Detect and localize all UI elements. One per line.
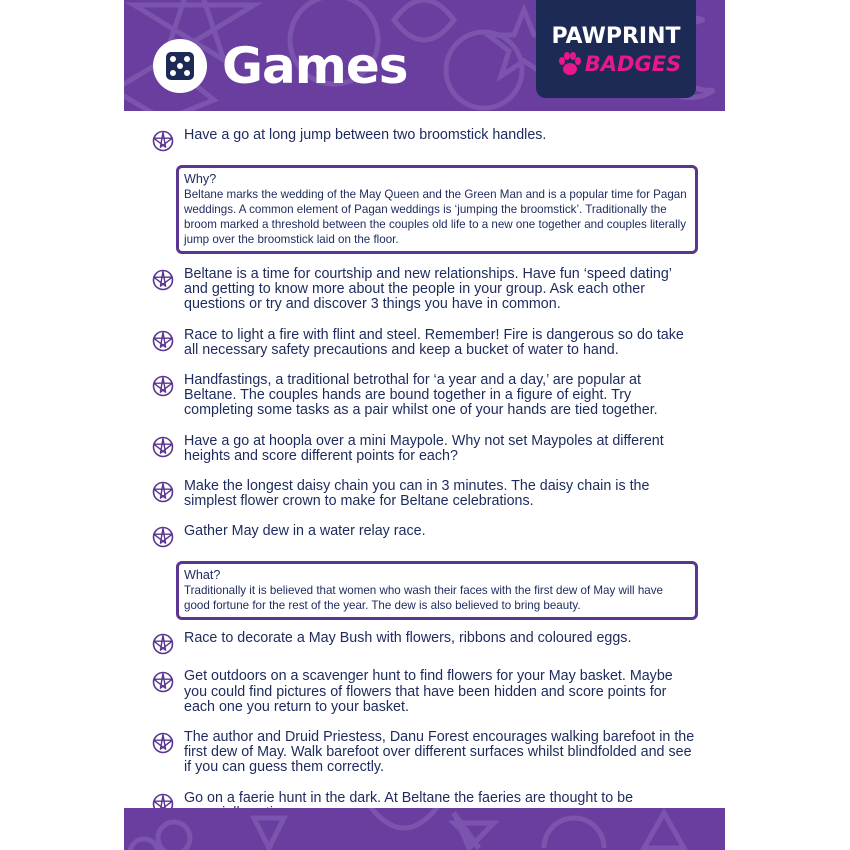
pentacle-icon bbox=[152, 481, 174, 503]
document-page bbox=[124, 0, 725, 850]
list-item bbox=[152, 128, 712, 152]
item-text: Go on a faerie hunt in the dark. At Beltane the faeries are thought to be bbox=[184, 789, 634, 806]
item-text: Get outdoors on a scavenger hunt to find flowers for your May basket. Maybe you could find pictures of flowers that have been hidden and score points for each one you return to your basket. bbox=[184, 668, 673, 715]
logo-line-2-group bbox=[552, 52, 686, 76]
games-list bbox=[152, 124, 712, 821]
header-banner bbox=[124, 0, 725, 111]
item-text: Beltane is a time for courtship and new relationships. Have fun ‘speed dating’ and getting to know more about the people in your group. Ask each other questions or try and discover 3 things you have in common. bbox=[184, 266, 672, 313]
list-item bbox=[152, 669, 712, 715]
pentacle-icon bbox=[152, 330, 174, 352]
info-box bbox=[176, 561, 698, 620]
item-text: Have a go at long jump between two broomstick handles. bbox=[184, 127, 547, 143]
paw-icon bbox=[557, 52, 583, 76]
info-box-text: Traditionally it is believed that women who wash their faces with the first dew of May will have good fortune for the rest of the year. The dew is also believed to bring beauty. bbox=[184, 584, 663, 613]
info-box-title: What? bbox=[184, 568, 221, 583]
list-item bbox=[152, 524, 712, 548]
pentacle-icon bbox=[152, 526, 174, 548]
pentacle-icon bbox=[152, 671, 174, 693]
item-text: Race to light a fire with flint and steel. Remember! Fire is dangerous so do take all necessary safety precautions and keep a bucket of water to hand. bbox=[184, 326, 684, 358]
title-group bbox=[152, 36, 408, 96]
info-box bbox=[176, 165, 698, 254]
pentacle-icon bbox=[152, 375, 174, 397]
pentacle-icon bbox=[152, 269, 174, 291]
info-box-title: Why? bbox=[184, 172, 217, 186]
pentacle-icon bbox=[152, 633, 174, 655]
item-text: Handfastings, a traditional betrothal for ‘a year and a day,’ are popular at Beltane. The couples hands are bound together in a figure of eight. Try completing some tasks as a pair whilst one of your hands are tied together. bbox=[184, 372, 658, 419]
logo-line-2: BADGES bbox=[584, 52, 682, 76]
pentacle-icon bbox=[152, 130, 174, 152]
pentacle-icon bbox=[152, 436, 174, 458]
list-item bbox=[152, 267, 712, 313]
pentacle-icon bbox=[152, 732, 174, 754]
list-item bbox=[152, 373, 712, 419]
list-item bbox=[152, 479, 712, 509]
item-text: Have a go at hoopla over a mini Maypole. Why not set Maypoles at different heights and score different points for each? bbox=[184, 432, 664, 464]
logo-line-1: PAWPRINT bbox=[551, 24, 681, 49]
item-text: Race to decorate a May Bush with flowers, ribbons and coloured eggs. bbox=[184, 630, 632, 647]
list-item bbox=[152, 730, 712, 776]
list-item bbox=[152, 631, 712, 655]
item-text: The author and Druid Priestess, Danu Forest encourages walking barefoot in the first dew of May. Walk barefoot over different surfaces whilst blindfolded and see if you can guess them correctly. bbox=[184, 729, 695, 776]
item-text: Make the longest daisy chain you can in 3 minutes. The daisy chain is the simplest flower crown to make for Beltane celebrations. bbox=[184, 478, 650, 510]
list-item bbox=[152, 434, 712, 464]
list-item bbox=[152, 328, 712, 358]
pawprint-badges-logo bbox=[536, 0, 696, 98]
page-title: Games bbox=[222, 37, 408, 95]
item-text: Gather May dew in a water relay race. bbox=[184, 523, 426, 540]
info-box-text: Beltane marks the wedding of the May Queen and the Green Man and is a popular time for Pagan weddings. A common element of Pagan weddings is ‘jumping the broomstick’. Traditionally the broom marked a threshold between the couples old life to a new one together and couples literally jump over the broomstick laid on the floor. bbox=[184, 188, 687, 246]
decorative-background-symbols bbox=[124, 808, 725, 850]
footer-banner bbox=[124, 808, 725, 850]
dice-icon bbox=[152, 38, 208, 94]
